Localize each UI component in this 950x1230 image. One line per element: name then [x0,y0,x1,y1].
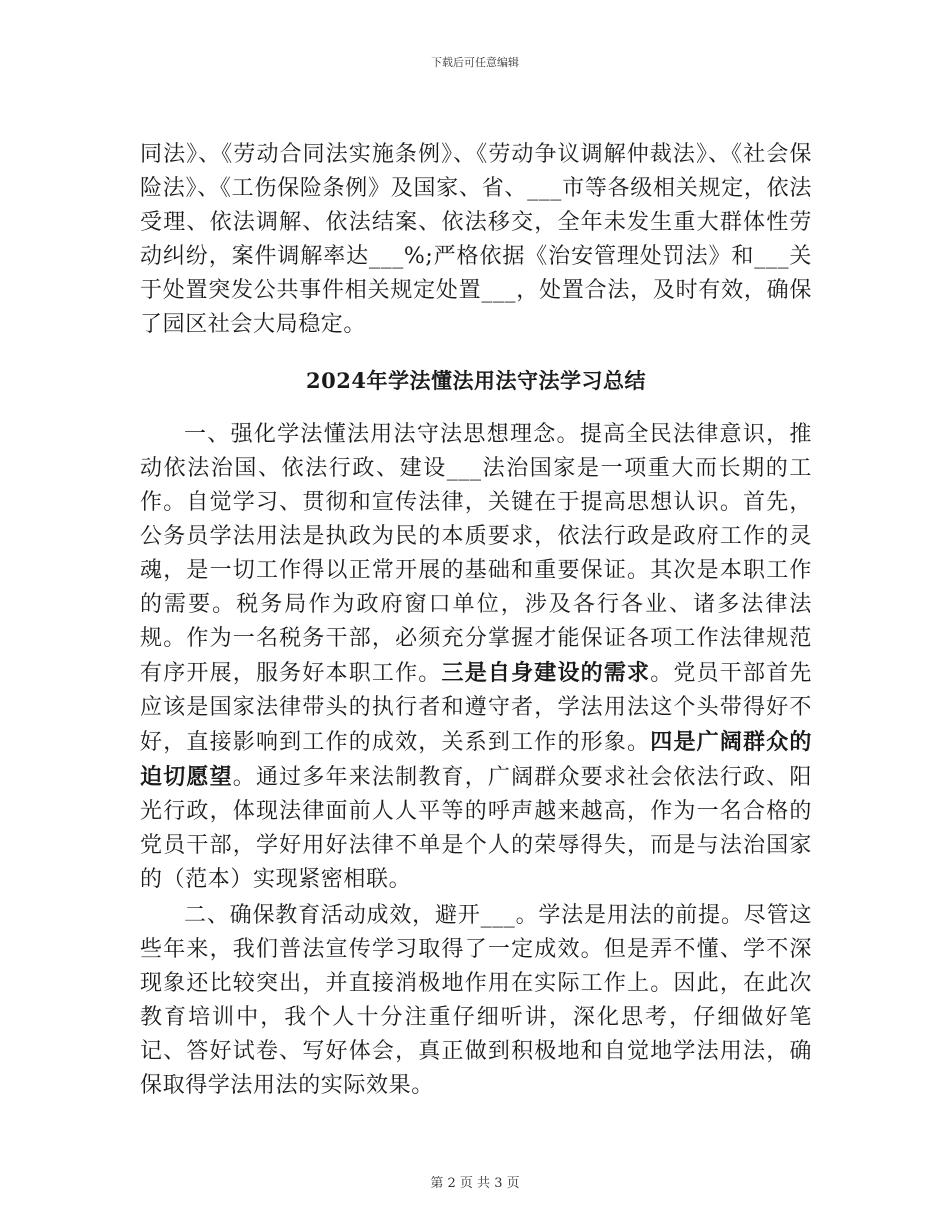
section-1-bold-b: 四是广阔群众的迫切愿望 [140,729,813,790]
section-1-text-c: 。通过多年来法制教育，广阔群众要求社会依法行政、阳光行政，体现法律面前人人平等的呼声越来越高，作为一名合格的党员干部，学好用好法律不单是个人的荣辱得失，而是与法治国家的（范本）实现紧密相联。 [140,765,812,892]
page-footer: 第 2 页 共 3 页 [430,1176,520,1191]
section-1-text-b: 。党员干部首先应该是国家法律带头的执行者和遵守者，学法用法这个头带得好不好，直接影响到工作的成效，关系到工作的形象。 [140,661,812,755]
section-1-text-a: 一、强化学法懂法用法守法思想理念。提高全民法律意识，推动依法治国、依法行政、建设___法治国家是一项重大而长期的工作。自觉学习、贯彻和宣传法律，关键在于提高思想认识。首先，公务员学法用法是执政为民的本质要求，依法行政是政府工作的灵魂，是一切工作得以正常开展的基础和重要保证。其次是本职工作的需要。税务局作为政府窗口单位，涉及各行各业、诸多法律法规。作为一名税务干部，必须充分掌握才能保证各项工作法律规范有序开展，服务好本职工作。 [140,422,812,686]
section-1-bold-a: 三是自身建设的需求 [441,660,651,686]
section-2-paragraph: 二、确保教育活动成效，避开___。学法是用法的前提。尽管这些年来，我们普法宣传学习取得了一定成效。但是弄不懂、学不深现象还比较突出，并直接消极地作用在实际工作上。因此，在此次教育培训中，我个人十分注重仔细听讲，深化思考，仔细做好笔记、答好试卷、写好体会，真正做到积极地和自觉地学法用法，确保取得学法用法的实际效果。 [140,903,812,1098]
document-body [140,138,812,1103]
intro-paragraph: 同法》、《劳动合同法实施条例》、《劳动争议调解仲裁法》、《社会保险法》、《工伤保险条例》及国家、省、___市等各级相关规定，依法受理、依法调解、依法结案、依法移交，全年未发生重大群体性劳动纠纷，案件调解率达___%;严格依据《治安管理处罚法》和___关于处置突发公共事件相关规定处置___，处置合法，及时有效，确保了园区社会大局稳定。 [140,142,812,337]
section-1-paragraph [140,418,812,897]
page-header: 下载后可任意编辑 [431,56,519,69]
document-title: 2024年学法懂法用法守法学习总结 [306,368,646,393]
